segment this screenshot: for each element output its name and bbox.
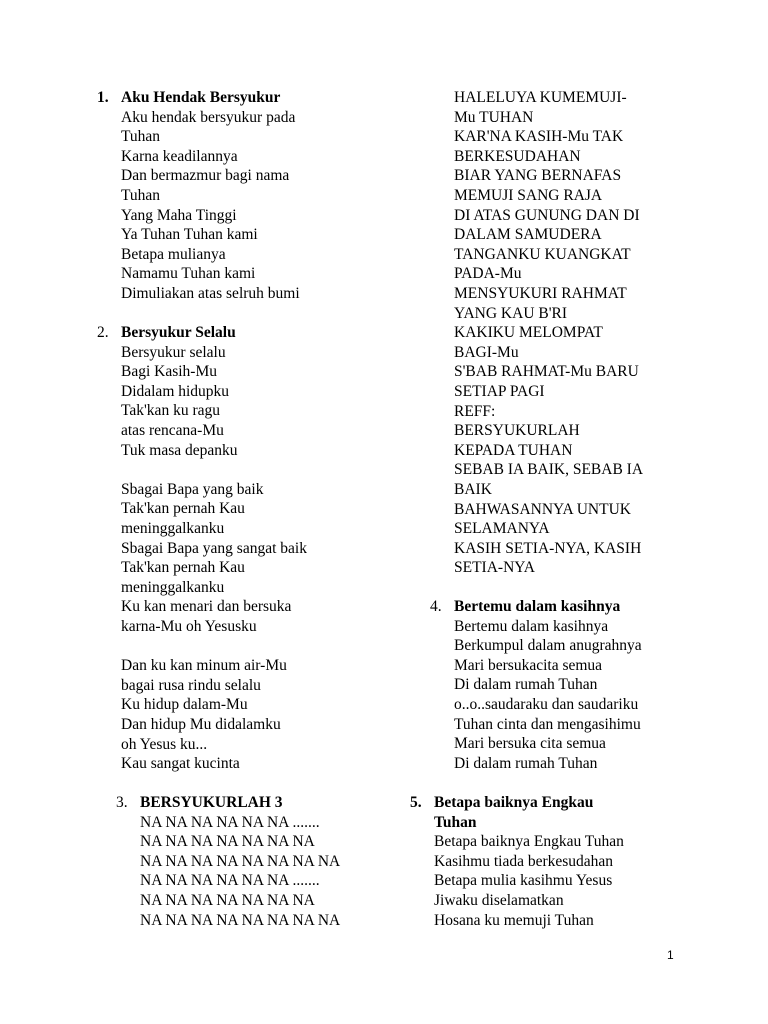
lyric-line: MENSYUKURI RAHMAT bbox=[454, 285, 627, 302]
song-1-title: Aku Hendak Bersyukur bbox=[121, 89, 281, 106]
lyric-line: DALAM SAMUDERA bbox=[454, 226, 602, 244]
lyric-line: DI ATAS GUNUNG DAN DI bbox=[454, 206, 640, 224]
lyric-line: meninggalkanku bbox=[121, 578, 225, 596]
lyric-line: KEPADA TUHAN bbox=[454, 441, 573, 459]
lyric-line: Tak'kan pernah Kau bbox=[121, 500, 245, 518]
lyric-line: karna-Mu oh Yesusku bbox=[121, 617, 257, 635]
song-4-title: Bertemu dalam kasihnya bbox=[454, 598, 621, 615]
lyric-line: Karna keadilannya bbox=[121, 147, 238, 165]
lyric-line: Betapa mulianya bbox=[121, 245, 226, 263]
lyric-line: Berkumpul dalam anugrahnya bbox=[454, 637, 642, 655]
lyric-line: Ya Tuhan Tuhan kami bbox=[121, 226, 258, 244]
lyric-line: meninggalkanku bbox=[121, 519, 225, 537]
lyric-line: bagai rusa rindu selalu bbox=[121, 676, 261, 694]
song-5-number: 5. bbox=[410, 794, 422, 811]
lyric-line: Di dalam rumah Tuhan bbox=[454, 754, 598, 772]
lyric-line: BERKESUDAHAN bbox=[454, 147, 581, 165]
lyric-line: BAIK bbox=[454, 481, 492, 498]
lyric-line: Yang Maha Tinggi bbox=[121, 206, 237, 224]
lyric-line: BERSYUKURLAH bbox=[454, 422, 580, 440]
lyric-line: REFF: bbox=[454, 402, 496, 420]
lyric-line: Bertemu dalam kasihnya bbox=[454, 617, 609, 635]
lyric-line: Sbagai Bapa yang sangat baik bbox=[121, 539, 307, 557]
lyric-line: YANG KAU B'RI bbox=[454, 304, 568, 322]
song-2-number: 2. bbox=[97, 324, 109, 341]
lyric-line: Ku hidup dalam-Mu bbox=[121, 696, 248, 714]
lyric-line: Tak'kan pernah Kau bbox=[121, 559, 245, 577]
lyric-line: Bersyukur selalu bbox=[121, 343, 226, 361]
lyric-line: Mari bersuka cita semua bbox=[454, 735, 606, 753]
lyric-line: o..o..saudaraku dan saudariku bbox=[454, 695, 639, 713]
lyric-line: S'BAB RAHMAT-Mu BARU bbox=[454, 363, 639, 381]
lyric-line: Bagi Kasih-Mu bbox=[121, 363, 218, 381]
lyric-line: Betapa baiknya Engkau Tuhan bbox=[434, 833, 624, 851]
lyric-line: SETIAP PAGI bbox=[454, 383, 545, 400]
lyric-line: BAHWASANNYA UNTUK bbox=[454, 500, 631, 518]
lyric-line: BIAR YANG BERNAFAS bbox=[454, 167, 622, 185]
lyric-line: Dimuliakan atas selruh bumi bbox=[121, 284, 300, 302]
lyric-line: TANGANKU KUANGKAT bbox=[454, 245, 631, 263]
lyric-line: Kau sangat kucinta bbox=[121, 755, 240, 773]
lyric-line: Dan ku kan minum air-Mu bbox=[121, 657, 287, 675]
lyric-line: Hosana ku memuji Tuhan bbox=[434, 911, 594, 929]
song-1-number: 1. bbox=[97, 89, 109, 106]
lyric-line: NA NA NA NA NA NA NA NA bbox=[140, 911, 341, 929]
lyric-line: HALELUYA KUMEMUJI- bbox=[454, 89, 627, 106]
lyric-line: Jiwaku diselamatkan bbox=[434, 891, 564, 909]
lyric-line: NA NA NA NA NA NA NA NA bbox=[140, 852, 341, 870]
song-3-title: BERSYUKURLAH 3 bbox=[140, 794, 283, 811]
lyric-line: KAR'NA KASIH-Mu TAK bbox=[454, 128, 624, 146]
lyric-line: KASIH SETIA-NYA, KASIH bbox=[454, 539, 642, 557]
lyric-line: Tuhan bbox=[121, 186, 161, 204]
lyric-line: Dan hidup Mu didalamku bbox=[121, 715, 281, 733]
lyric-line: NA NA NA NA NA NA ....... bbox=[140, 872, 320, 890]
song-4-number: 4. bbox=[430, 598, 442, 615]
lyric-line: oh Yesus ku... bbox=[121, 735, 208, 753]
lyric-line: Tuhan cinta dan mengasihimu bbox=[454, 715, 641, 733]
lyric-line: BAGI-Mu bbox=[454, 343, 519, 361]
song-5-title-line-1: Betapa baiknya Engkau bbox=[434, 794, 594, 811]
lyric-line: Tuhan bbox=[121, 128, 161, 146]
lyric-line: NA NA NA NA NA NA ....... bbox=[140, 813, 320, 831]
lyric-line: NA NA NA NA NA NA NA bbox=[140, 833, 315, 851]
song-2-title: Bersyukur Selalu bbox=[121, 324, 236, 341]
lyric-line: NA NA NA NA NA NA NA bbox=[140, 891, 315, 909]
lyric-line: Tuk masa depanku bbox=[121, 441, 238, 459]
lyric-line: MEMUJI SANG RAJA bbox=[454, 187, 603, 204]
lyric-line: SETIA-NYA bbox=[454, 559, 535, 577]
lyric-line: KAKIKU MELOMPAT bbox=[454, 324, 603, 342]
lyric-line: Di dalam rumah Tuhan bbox=[454, 676, 598, 694]
song-5-title-line-2: Tuhan bbox=[434, 813, 477, 831]
lyric-line: Mu TUHAN bbox=[454, 108, 534, 126]
lyric-line: SELAMANYA bbox=[454, 520, 550, 538]
page-number: 1 bbox=[667, 948, 674, 962]
lyric-line: Tak'kan ku ragu bbox=[121, 402, 220, 420]
lyric-line: Kasihmu tiada berkesudahan bbox=[434, 852, 614, 870]
lyric-line: Sbagai Bapa yang baik bbox=[121, 480, 264, 498]
song-3-number: 3. bbox=[116, 794, 128, 811]
lyric-line: Namamu Tuhan kami bbox=[121, 265, 256, 283]
lyric-line: Aku hendak bersyukur pada bbox=[121, 108, 296, 126]
lyric-line: SEBAB IA BAIK, SEBAB IA bbox=[454, 461, 644, 479]
lyric-line: Mari bersukacita semua bbox=[454, 656, 603, 674]
lyric-line: Ku kan menari dan bersuka bbox=[121, 598, 292, 616]
lyric-line: PADA-Mu bbox=[454, 265, 522, 283]
lyric-line: Dan bermazmur bagi nama bbox=[121, 167, 290, 185]
lyric-line: Betapa mulia kasihmu Yesus bbox=[434, 872, 613, 890]
lyric-line: Didalam hidupku bbox=[121, 382, 230, 400]
lyric-line: atas rencana-Mu bbox=[121, 421, 224, 439]
